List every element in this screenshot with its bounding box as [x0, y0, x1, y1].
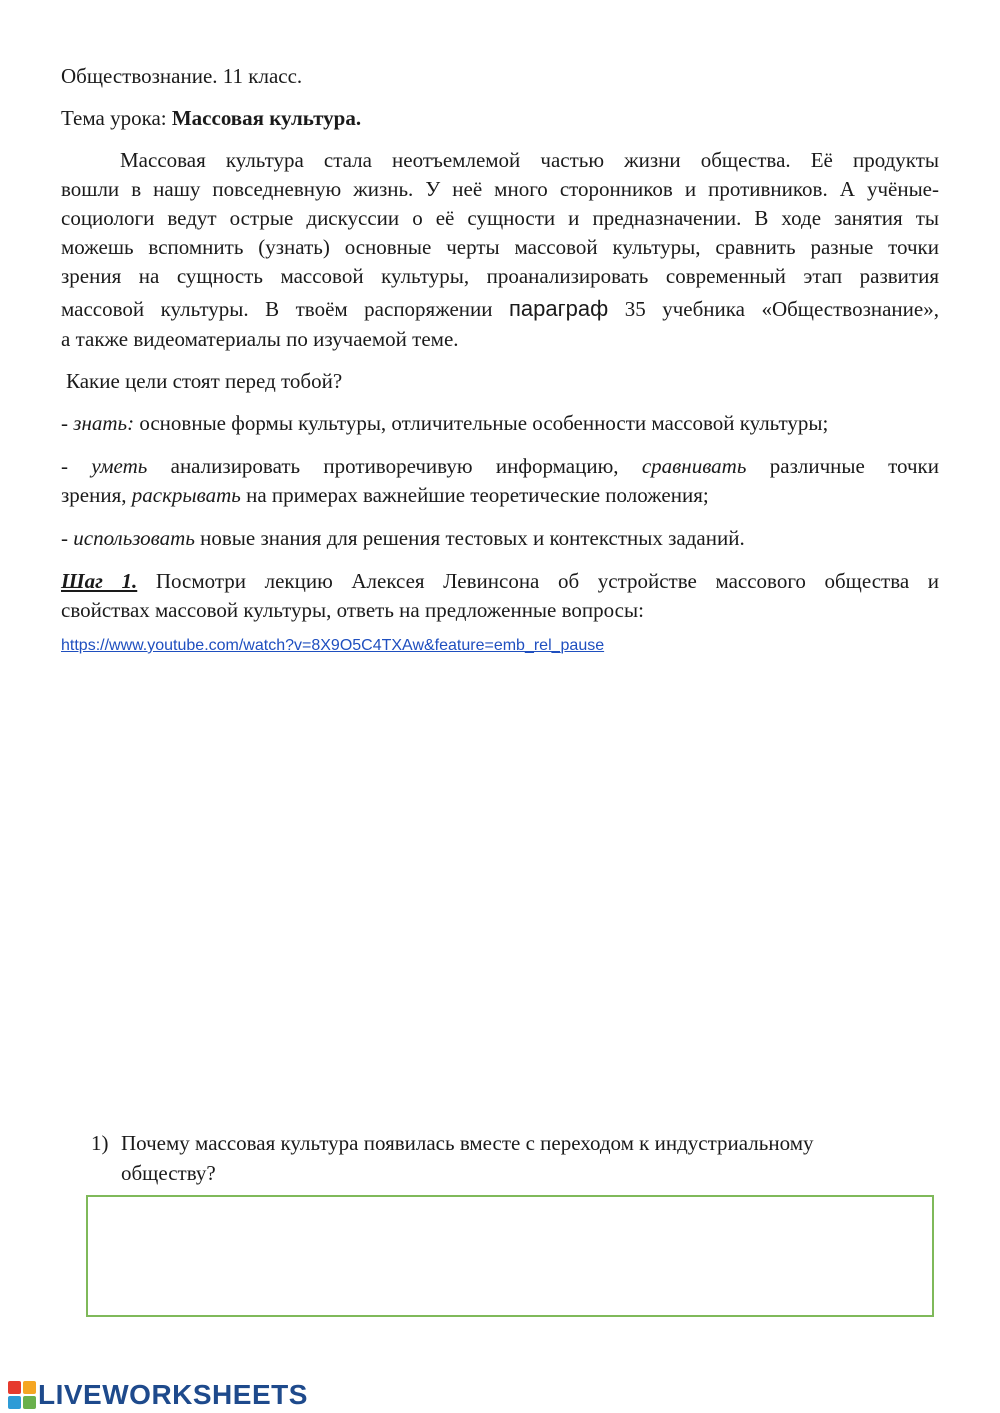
- subject-line: [61, 62, 302, 91]
- goal-know: - знать: основные формы культуры, отличительные особенности массовой культуры;: [61, 411, 829, 435]
- goal-use: - использовать новые знания для решения тестовых и контекстных заданий.: [61, 526, 745, 550]
- paragraph-word: параграф: [508, 296, 609, 321]
- logo-icon: [8, 1381, 36, 1409]
- logo-square-blue: [8, 1396, 21, 1409]
- intro-line: Массовая культура стала неотъемлемой частью жизни общества. Её продукты: [120, 148, 939, 172]
- step1-label: Шаг 1.: [61, 569, 138, 593]
- intro-line: социологи ведут острые дискуссии о её сущности и предназначении. В ходе занятия ты: [61, 206, 939, 230]
- intro-line: можешь вспомнить (узнать) основные черты массовой культуры, сравнить разные точки: [61, 235, 939, 259]
- worksheet-page: Обществознание. 11 класс. Тема урока: Массовая культура. Массовая культура стала неотъемлемой частью жизни общества. Её продукты вошли в нашу повседневную жизнь. У неё много сторонников и противников. А учёные- социологи ведут острые дискуссии о её сущности и предназначении. В ходе занятия ты можешь вспомнить (узнать) основные черты массовой культуры, сравнить разные точки зрения на сущность массовой культуры, проанализировать современный этап развития массовой культуры. В твоём распоряжении параграф 35 учебника «Обществознание», а также видеоматериалы по изучаемой теме. Какие цели стоят перед тобой? - знать: основные формы культуры, отличительные особенности массовой культуры; - уметь анализировать противоречивую информацию, сравнивать различные точки зрения, раскрывать на примерах важнейшие теоретические положения; - использовать новые знания для решения тестовых и контекстных заданий. Шаг 1. Посмотри лекцию Алексея Левинсона об устройстве массового общества и свойствах массовой культуры, ответь на предложенные вопросы: https://www.youtube.com/watch?v=8X9O5C4TXAw&feature=emb_rel_pause 1) Почему массовая культура появилась вместе с переходом к индустриальному обществу? LIVEWORKSHEETS: [0, 0, 1000, 1413]
- question-number: 1): [91, 1131, 109, 1155]
- goals-question: Какие цели стоят перед тобой?: [66, 369, 343, 393]
- logo-text: LIVEWORKSHEETS: [38, 1379, 308, 1410]
- question-text: Почему массовая культура появилась вместе с переходом к индустриальному: [121, 1131, 814, 1155]
- intro-line: а также видеоматериалы по изучаемой теме.: [61, 327, 459, 351]
- logo-square-green: [23, 1396, 36, 1409]
- intro-line: вошли в нашу повседневную жизнь. У неё много сторонников и противников. А учёные-: [61, 177, 939, 201]
- logo-square-red: [8, 1381, 21, 1394]
- intro-line: массовой культуры. В твоём распоряжении параграф 35 учебника «Обществознание»,: [61, 296, 939, 321]
- intro-line: зрения на сущность массовой культуры, проанализировать современный этап развития: [61, 264, 939, 288]
- topic-title: Массовая культура.: [171, 106, 362, 130]
- answer-box-1[interactable]: [86, 1195, 934, 1317]
- question-text: обществу?: [121, 1161, 216, 1185]
- video-link[interactable]: https://www.youtube.com/watch?v=8X9O5C4TXAw&feature=emb_rel_pause: [61, 637, 605, 654]
- topic-line: [61, 104, 361, 133]
- liveworksheets-logo: [8, 1379, 308, 1411]
- topic-label: Тема урока:: [61, 106, 172, 130]
- subject-text: Обществознание. 11 класс.: [61, 64, 303, 88]
- logo-square-orange: [23, 1381, 36, 1394]
